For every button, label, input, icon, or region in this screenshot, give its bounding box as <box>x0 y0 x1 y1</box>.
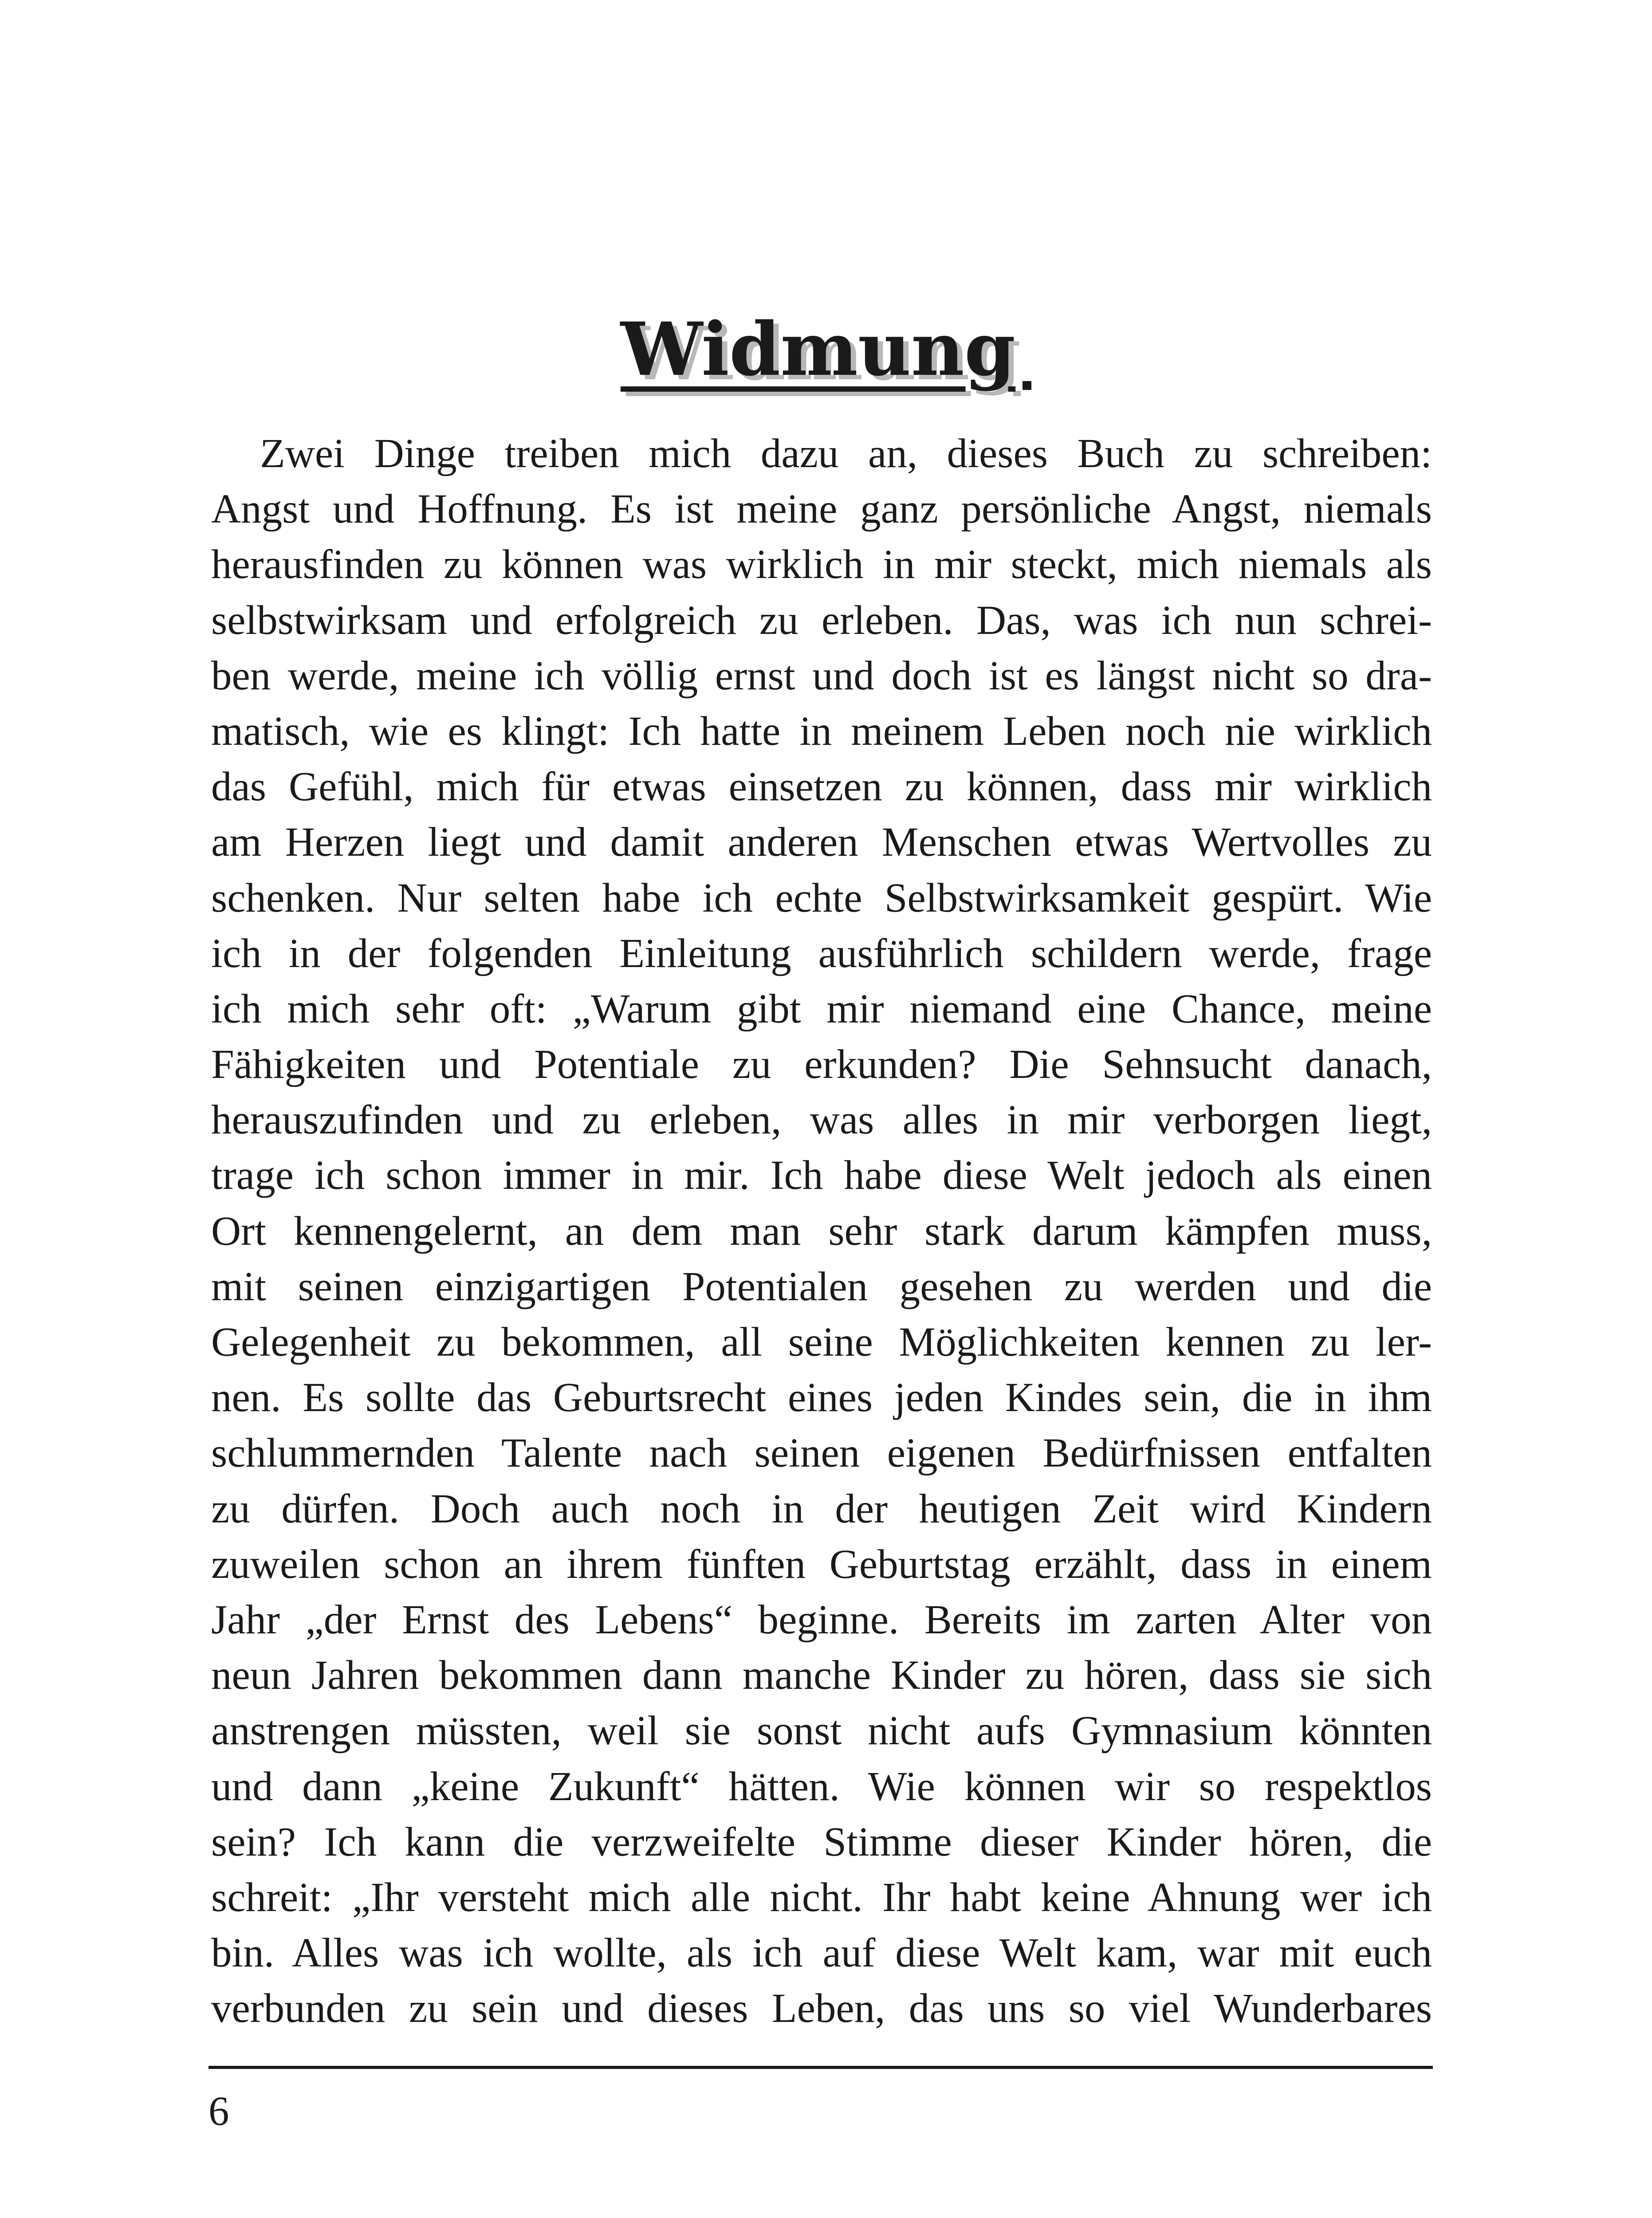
text-line: neun Jahren bekommen dann manche Kinder zu hören, dass sie sich <box>211 1652 1432 1699</box>
text-line: bin. Alles was ich wollte, als ich auf diese Welt kam, war mit euch <box>211 1930 1432 1976</box>
text-line: trage ich schon immer in mir. Ich habe diese Welt jedoch als einen <box>211 1152 1432 1199</box>
title-period-mark <box>1023 381 1031 390</box>
text-line: am Herzen liegt und damit anderen Menschen etwas Wertvolles zu <box>211 819 1432 865</box>
text-line: ich mich sehr oft: „Warum gibt mir niemand eine Chance, meine <box>211 986 1432 1032</box>
text-line: Jahr „der Ernst des Lebens“ beginne. Bereits im zarten Alter von <box>211 1597 1432 1643</box>
text-line: schenken. Nur selten habe ich echte Selbstwirksamkeit gespürt. Wie <box>211 875 1432 921</box>
text-line: schlummernden Talente nach seinen eigenen Bedürfnissen entfalten <box>211 1430 1432 1476</box>
text-line: ich in der folgenden Einleitung ausführlich schildern werde, frage <box>211 930 1432 976</box>
text-line: und dann „keine Zukunft“ hätten. Wie können wir so respektlos <box>211 1763 1432 1809</box>
page-number: 6 <box>208 2088 229 2134</box>
text-line: schreit: „Ihr versteht mich alle nicht. Ihr habt keine Ahnung wer ich <box>211 1874 1432 1920</box>
text-line: matisch, wie es klingt: Ich hatte in meinem Leben noch nie wirklich <box>211 708 1432 754</box>
chapter-title <box>0 306 1652 392</box>
text-line: Fähigkeiten und Potentiale zu erkunden? Die Sehnsucht danach, <box>211 1042 1432 1088</box>
text-line: Ort kennengelernt, an dem man sehr stark darum kämpfen muss, <box>211 1208 1432 1254</box>
text-line: zuweilen schon an ihrem fünften Geburtstag erzählt, dass in einem <box>211 1541 1432 1587</box>
text-line: Angst und Hoffnung. Es ist meine ganz persönliche Angst, niemals <box>211 486 1432 532</box>
text-line: nen. Es sollte das Geburtsrecht eines jeden Kindes sein, die in ihm <box>211 1375 1432 1421</box>
text-line: selbstwirksam und erfolgreich zu erleben. Das, was ich nun schrei- <box>211 597 1432 643</box>
text-line: Zwei Dinge treiben mich dazu an, dieses Buch zu schreiben: <box>260 431 1432 476</box>
footer-rule <box>208 2066 1433 2069</box>
text-line: herauszufinden und zu erleben, was alles in mir verborgen liegt, <box>211 1097 1432 1143</box>
text-line: sein? Ich kann die verzweifelte Stimme dieser Kinder hören, die <box>211 1819 1432 1865</box>
text-line: anstrengen müssten, weil sie sonst nicht aufs Gymnasium könnten <box>211 1708 1432 1754</box>
dedication-paragraph <box>211 426 1432 2036</box>
text-line: mit seinen einzigartigen Potentialen gesehen zu werden und die <box>211 1263 1432 1310</box>
text-line: Gelegenheit zu bekommen, all seine Möglichkeiten kennen zu ler- <box>211 1319 1432 1365</box>
text-line: herausfinden zu können was wirklich in mir steckt, mich niemals als <box>211 542 1432 588</box>
text-line: ben werde, meine ich völlig ernst und doch ist es längst nicht so dra- <box>211 653 1432 699</box>
text-line: das Gefühl, mich für etwas einsetzen zu können, dass mir wirklich <box>211 764 1432 810</box>
text-line: zu dürfen. Doch auch noch in der heutigen Zeit wird Kindern <box>211 1486 1432 1532</box>
text-line: verbunden zu sein und dieses Leben, das uns so viel Wunderbares <box>211 1986 1432 2032</box>
chapter-title-text: Widmung <box>620 306 1016 392</box>
